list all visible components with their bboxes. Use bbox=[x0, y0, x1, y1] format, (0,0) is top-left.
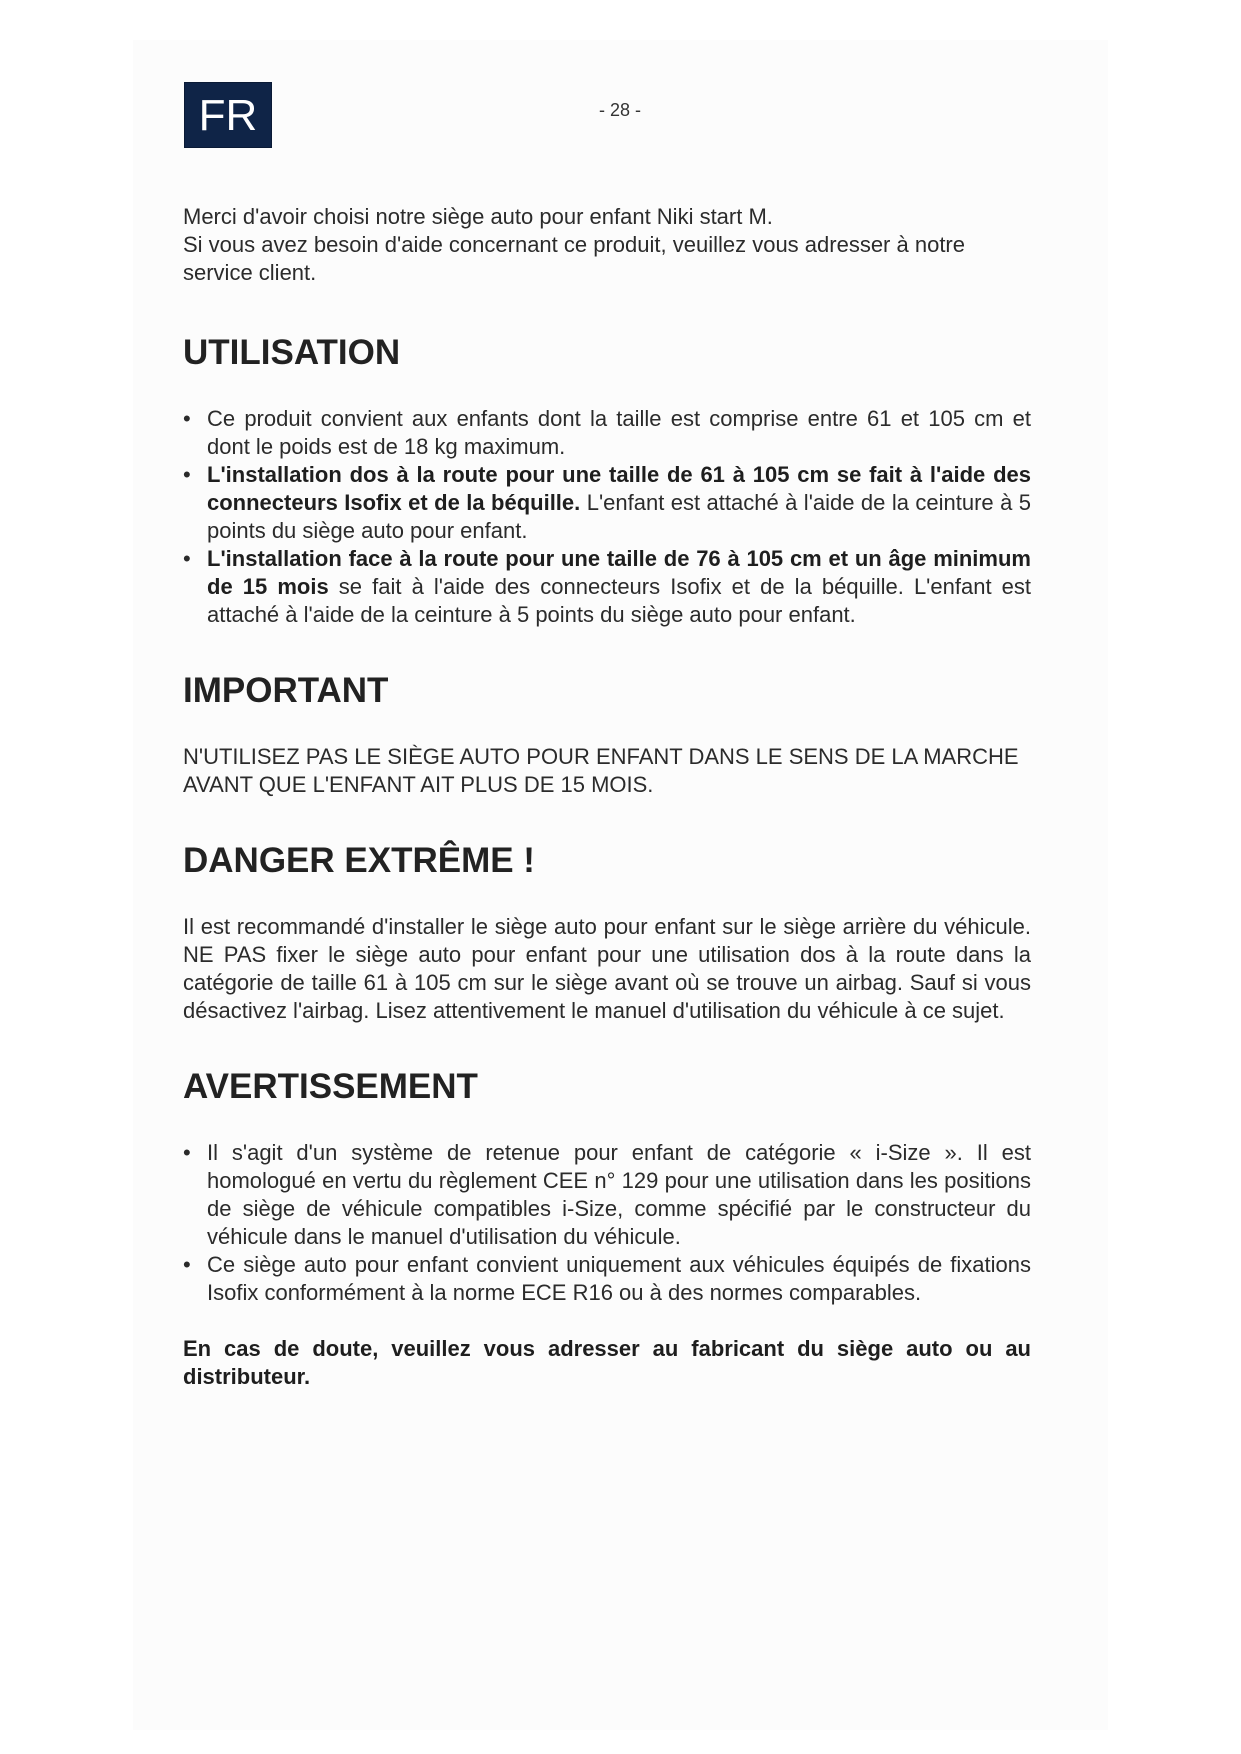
list-item-bold: L'installation dos à la route pour une taille de 61 à 105 cm se fait à l'aide des connecteurs Isofix et de la béquille. bbox=[207, 462, 1031, 515]
list-item-text: se fait à l'aide des connecteurs Isofix et de la béquille. L'enfant est attaché à l'aide de la ceinture à 5 points du siège auto pour enfant. bbox=[207, 574, 1031, 627]
list-item bbox=[183, 405, 1031, 461]
list-item bbox=[183, 461, 1031, 545]
closing-note: En cas de doute, veuillez vous adresser au fabricant du siège auto ou au distributeur. bbox=[183, 1336, 1031, 1389]
document-body bbox=[183, 203, 1031, 1431]
intro-paragraph bbox=[183, 203, 1031, 287]
list-item-text: Ce siège auto pour enfant convient uniquement aux véhicules équipés de fixations Isofix conformément à la norme ECE R16 ou à des normes comparables. bbox=[207, 1252, 1031, 1305]
intro-line-1: Merci d'avoir choisi notre siège auto pour enfant Niki start M. bbox=[183, 204, 773, 229]
section-title-utilisation: UTILISATION bbox=[183, 333, 401, 372]
section-avertissement bbox=[183, 1065, 1031, 1391]
utilisation-list bbox=[183, 405, 1031, 629]
section-title-important: IMPORTANT bbox=[183, 671, 389, 710]
section-title-avertissement: AVERTISSEMENT bbox=[183, 1067, 478, 1106]
list-item bbox=[183, 1139, 1031, 1251]
avertissement-list bbox=[183, 1139, 1031, 1307]
bullet-icon: • bbox=[183, 462, 191, 487]
bullet-icon: • bbox=[183, 1252, 191, 1277]
list-item-text: Ce produit convient aux enfants dont la taille est comprise entre 61 et 105 cm et dont le poids est de 18 kg maximum. bbox=[207, 406, 1031, 459]
list-item bbox=[183, 1251, 1031, 1307]
danger-text: Il est recommandé d'installer le siège auto pour enfant sur le siège arrière du véhicule. NE PAS fixer le siège auto pour enfant pour une utilisation dos à la route dans la catégorie de taille 61 à 105 cm sur le siège avant où se trouve un airbag. Sauf si vous désactivez l'airbag. Lisez attentivement le manuel d'utilisation du véhicule à ce sujet. bbox=[183, 914, 1031, 1023]
list-item-text: L'enfant est attaché à l'aide de la ceinture à 5 points du siège auto pour enfant. bbox=[207, 490, 1031, 543]
list-item-text: Il s'agit d'un système de retenue pour enfant de catégorie « i-Size ». Il est homologué en vertu du règlement CEE n° 129 pour une utilisation dans les positions de siège de véhicule compatibles i-Size, comme spécifié par le constructeur du véhicule dans le manuel d'utilisation du véhicule. bbox=[207, 1140, 1031, 1249]
page-number: - 28 - bbox=[598, 100, 641, 120]
important-text: N'UTILISEZ PAS LE SIÈGE AUTO POUR ENFANT DANS LE SENS DE LA MARCHE AVANT QUE L'ENFANT AIT PLUS DE 15 MOIS. bbox=[183, 744, 1019, 797]
intro-line-2: Si vous avez besoin d'aide concernant ce produit, veuillez vous adresser à notre service client. bbox=[183, 232, 965, 285]
section-important bbox=[183, 669, 1031, 799]
section-title-danger: DANGER EXTRÊME ! bbox=[183, 841, 535, 880]
bullet-icon: • bbox=[183, 1140, 191, 1165]
section-danger bbox=[183, 839, 1031, 1025]
section-utilisation bbox=[183, 331, 1031, 629]
list-item-bold: L'installation face à la route pour une taille de 76 à 105 cm et un âge minimum de 15 mois bbox=[207, 546, 1031, 599]
bullet-icon: • bbox=[183, 406, 191, 431]
list-item bbox=[183, 545, 1031, 629]
language-badge: FR bbox=[184, 82, 272, 148]
bullet-icon: • bbox=[183, 546, 191, 571]
